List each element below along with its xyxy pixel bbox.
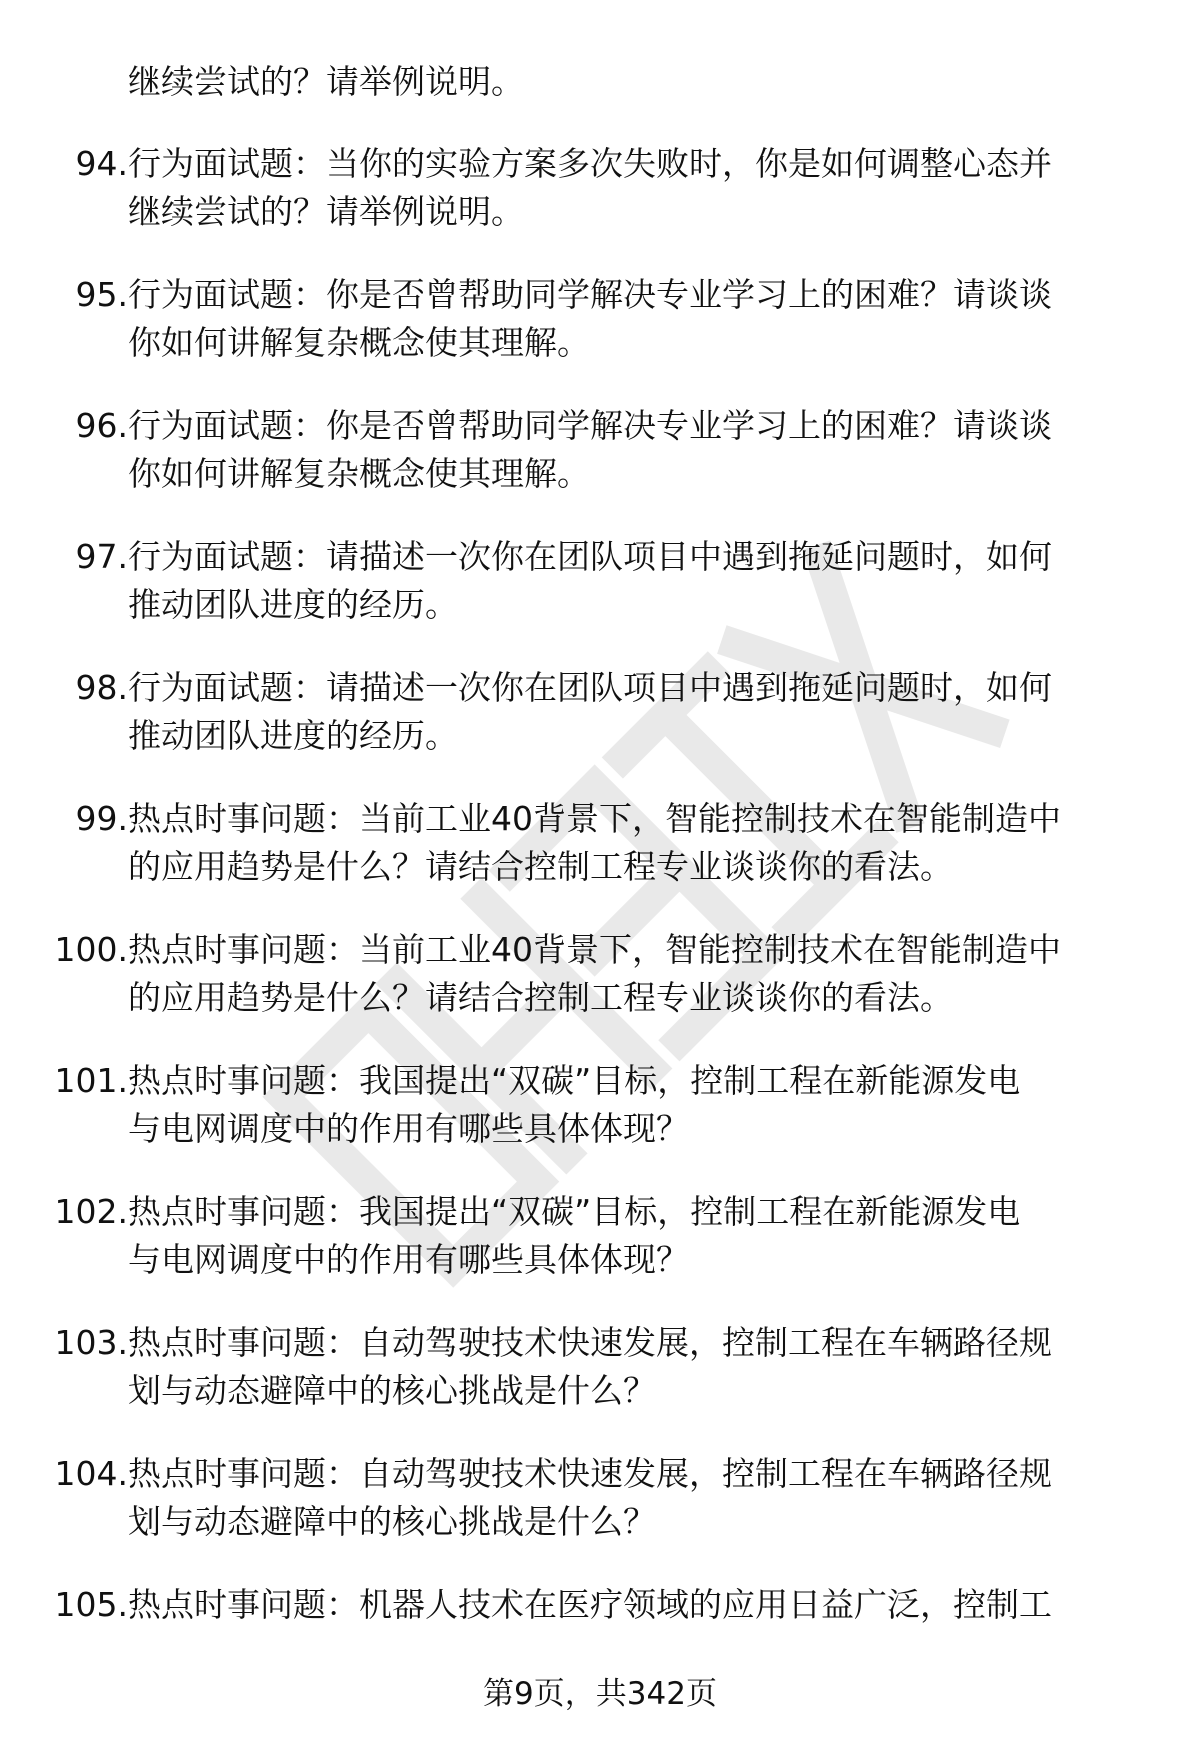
question-text-line: 继续尝试的？请举例说明。 [128,192,524,231]
question-text [128,533,1148,629]
continued-line: 继续尝试的？请举例说明。 [128,62,524,101]
question-number: 98. [75,668,128,707]
question-text-line: 热点时事问题：当前工业40背景下，智能控制技术在智能制造中 [128,799,1061,838]
page-footer: 第9页，共342页 [483,1676,717,1712]
question-item [0,1319,1200,1450]
question-number: 99. [75,799,128,838]
question-text [128,1188,1148,1284]
question-text-line: 推动团队进度的经历。 [128,716,458,755]
question-text [128,1319,1148,1415]
question-text-line: 的应用趋势是什么？请结合控制工程专业谈谈你的看法。 [128,847,953,886]
question-text [128,271,1148,367]
question-text [128,795,1148,891]
question-item [0,926,1200,1057]
question-text-line: 行为面试题：你是否曾帮助同学解决专业学习上的困难？请谈谈 [128,275,1052,314]
question-item [0,140,1200,271]
question-text-line: 热点时事问题：我国提出“双碳”目标，控制工程在新能源发电 [128,1192,1021,1231]
question-text-line: 行为面试题：请描述一次你在团队项目中遇到拖延问题时，如何 [128,537,1052,576]
question-text [128,402,1148,498]
question-item [0,533,1200,664]
question-text [128,140,1148,236]
question-text-line: 热点时事问题：自动驾驶技术快速发展，控制工程在车辆路径规 [128,1454,1052,1493]
question-number: 100. [54,930,128,969]
question-text-line: 行为面试题：当你的实验方案多次失败时，你是如何调整心态并 [128,144,1052,183]
question-text [128,1581,1148,1629]
question-text-line: 你如何讲解复杂概念使其理解。 [128,454,590,493]
question-text-line: 行为面试题：请描述一次你在团队项目中遇到拖延问题时，如何 [128,668,1052,707]
question-number: 95. [75,275,128,314]
question-item [0,402,1200,533]
question-number: 97. [75,537,128,576]
question-number: 96. [75,406,128,445]
question-text [128,926,1148,1022]
question-text-line: 热点时事问题：我国提出“双碳”目标，控制工程在新能源发电 [128,1061,1021,1100]
question-item [0,271,1200,402]
question-item [0,664,1200,795]
question-item [0,1450,1200,1581]
question-item [0,1057,1200,1188]
question-text-line: 划与动态避障中的核心挑战是什么？ [128,1371,656,1410]
question-text-line: 与电网调度中的作用有哪些具体体现？ [128,1240,689,1279]
question-number: 104. [54,1454,128,1493]
question-text-line: 行为面试题：你是否曾帮助同学解决专业学习上的困难？请谈谈 [128,406,1052,445]
question-number: 102. [54,1192,128,1231]
question-number: 101. [54,1061,128,1100]
question-item [0,795,1200,926]
question-text-line: 划与动态避障中的核心挑战是什么？ [128,1502,656,1541]
question-number: 105. [54,1585,128,1624]
question-text-line: 与电网调度中的作用有哪些具体体现？ [128,1109,689,1148]
question-text [128,1450,1148,1546]
question-text [128,664,1148,760]
question-text [128,1057,1148,1153]
question-number: 94. [75,144,128,183]
question-list [0,140,1200,1712]
question-item [0,1188,1200,1319]
question-text-line: 推动团队进度的经历。 [128,585,458,624]
question-text-line: 热点时事问题：当前工业40背景下，智能控制技术在智能制造中 [128,930,1061,969]
question-text-line: 你如何讲解复杂概念使其理解。 [128,323,590,362]
question-text-line: 的应用趋势是什么？请结合控制工程专业谈谈你的看法。 [128,978,953,1017]
question-text-line: 热点时事问题：自动驾驶技术快速发展，控制工程在车辆路径规 [128,1323,1052,1362]
question-text-line: 热点时事问题：机器人技术在医疗领域的应用日益广泛，控制工 [128,1585,1052,1624]
question-number: 103. [54,1323,128,1362]
